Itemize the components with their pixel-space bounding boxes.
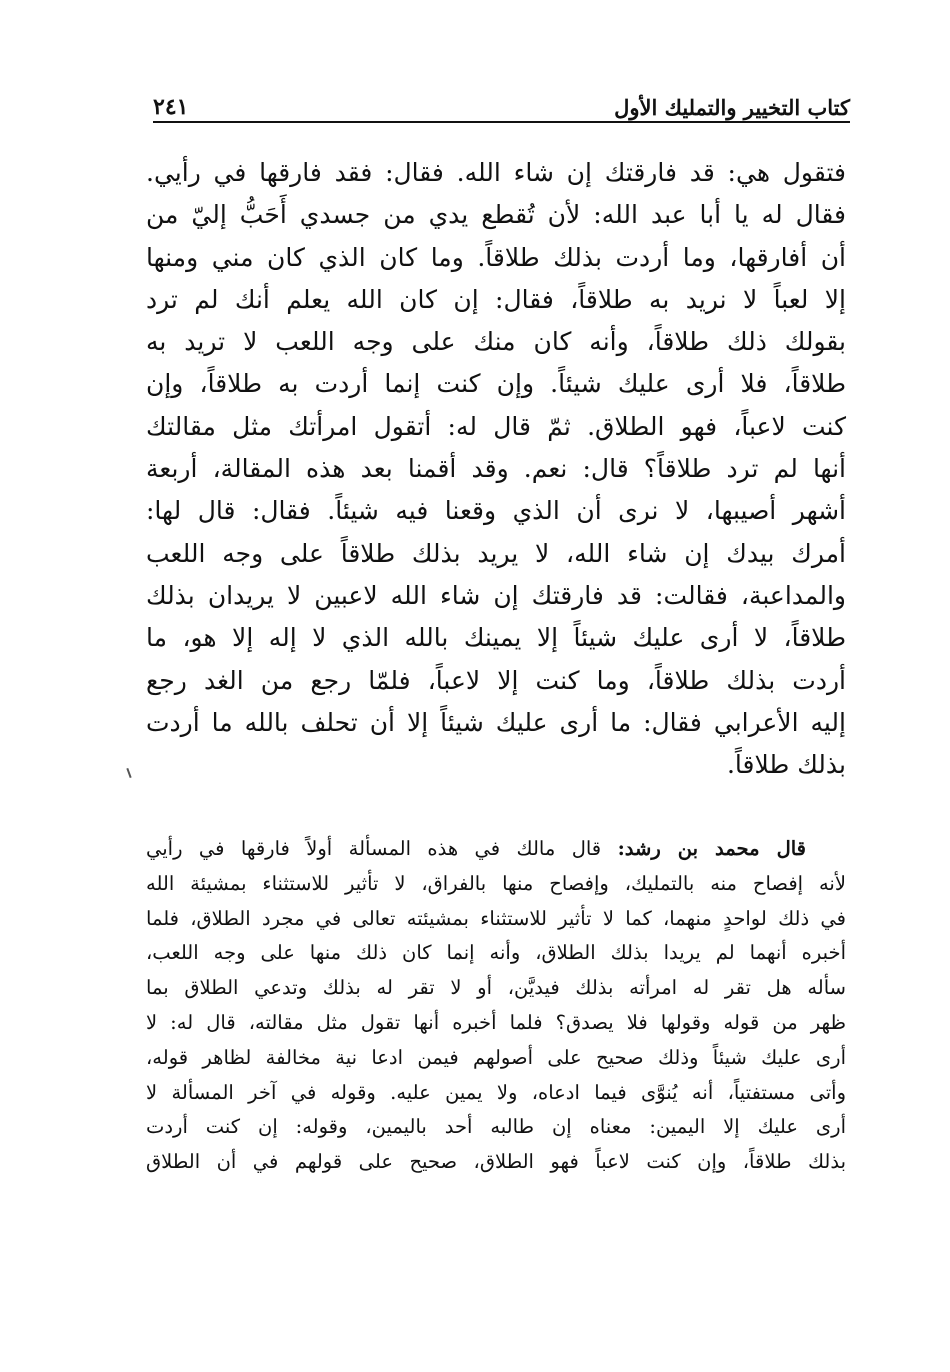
commentary-line: سأله هل تقر له امرأته بذلك فيديَّن، أو لا تقر له بذلك وتدعي الطلاق بما	[146, 976, 846, 1000]
main-line: أشهر أصيبها، لا نرى أن الذي وقعنا فيه شيئاً. فقال: قال لها:	[146, 496, 846, 526]
main-line: فقال له يا أبا عبد الله: لأن تُقطع يدي من جسدي أَحَبُّ إليّ من	[146, 200, 847, 230]
main-line: كنت لاعباً، فهو الطلاق. ثمّ قال له: أتقول امرأتك مثل مقالتك	[146, 411, 846, 441]
commentary-line: أرى عليك شيئاً وذلك صحيح على أصولهم فيمن ادعا نية مخالفة لظاهر قوله،	[146, 1045, 846, 1069]
commentary-first-line-text: قال مالك في هذه المسألة أولاً فارقها في رأيي	[146, 837, 602, 860]
commentary-line: ظهر من قوله وقولها فلا يصدق؟ فلما أخبره أنها تقول مثل مقالته، قال له: لا	[146, 1010, 846, 1034]
commentary-line: لأنه إفصاح منه بالتمليك، وإفصاح منها بالفراق، لا تأثير للاستثناء بمشيئة الله	[146, 871, 846, 895]
main-line: أن أفارقها، وما أردت بذلك طلاقاً. وما كان الذي كان مني ومنها	[146, 242, 846, 272]
page-number: ٢٤١	[153, 94, 189, 120]
commentary-text	[146, 832, 846, 1180]
main-line: أنها لم ترد طلاقاً؟ قال: نعم. وقد أقمنا بعد هذه المقالة، أربعة	[146, 454, 846, 484]
commentary-line: وأتى مستفتياً، أنه يُنوَّى فيما ادعاه، ولا يمين عليه. وقوله في آخر المسألة لا	[146, 1080, 846, 1104]
main-line: إلا لعباً لا نريد به طلاقاً، فقال: إن كان الله يعلم أنك لم ترد	[146, 284, 846, 314]
commentary-speaker: قال محمد بن رشد:	[617, 837, 806, 860]
commentary-line: أرى عليك إلا اليمين: معناه إن طالبه أحد باليمين، وقوله: إن كنت أردت	[146, 1115, 846, 1139]
main-line: بقولك ذلك طلاقاً، وأنه كان منك على وجه اللعب لا تريد به	[146, 327, 846, 357]
header-rule	[153, 121, 850, 123]
commentary-line: في ذلك لواحدٍ منهما، كما لا تأثير للاستثناء بمشيئته تعالى في مجرد الطلاق، فلما	[146, 906, 846, 930]
main-line: طلاقاً، لا أرى عليك شيئاً إلا يمينك بالله الذي لا إله إلا هو، ما	[146, 623, 846, 653]
commentary-line: بذلك طلاقاً، وإن كنت لاعباً فهو الطلاق، صحيح على قولهم في أن الطلاق	[146, 1150, 846, 1174]
commentary-line: أخبره أنهما لم يريدا بذلك الطلاق، وأنه إنما كان ذلك منها على وجه اللعب،	[146, 941, 846, 965]
main-line: أردت بذلك طلاقاً، وما كنت إلا لاعباً، فلمّا رجع من الغد رجع	[146, 665, 846, 695]
main-line: طلاقاً، فلا أرى عليك شيئاً. وإن كنت إنما أردت به طلاقاً، وإن	[146, 369, 846, 399]
page-header	[153, 86, 850, 120]
main-line: إليه الأعرابي فقال: ما أرى عليك شيئاً إلا أن تحلف بالله ما أردت	[146, 707, 846, 737]
main-line: بذلك طلاقاً.	[726, 750, 846, 780]
main-line: والمداعبة، فقالت: قد فارقتك إن شاء الله لاعبين لا يريدان بذلك	[146, 580, 846, 610]
running-title: كتاب التخيير والتمليك الأول	[614, 95, 850, 120]
main-text	[146, 152, 846, 786]
margin-mark	[126, 768, 131, 778]
main-line: فتقول هي: قد فارقتك إن شاء الله. فقال: فقد فارقها في رأيي.	[146, 158, 846, 187]
main-line: أمرك بيدك إن شاء الله، لا يريد بذلك طلاقاً على وجه اللعب	[146, 538, 846, 568]
commentary-first-line	[146, 832, 846, 867]
